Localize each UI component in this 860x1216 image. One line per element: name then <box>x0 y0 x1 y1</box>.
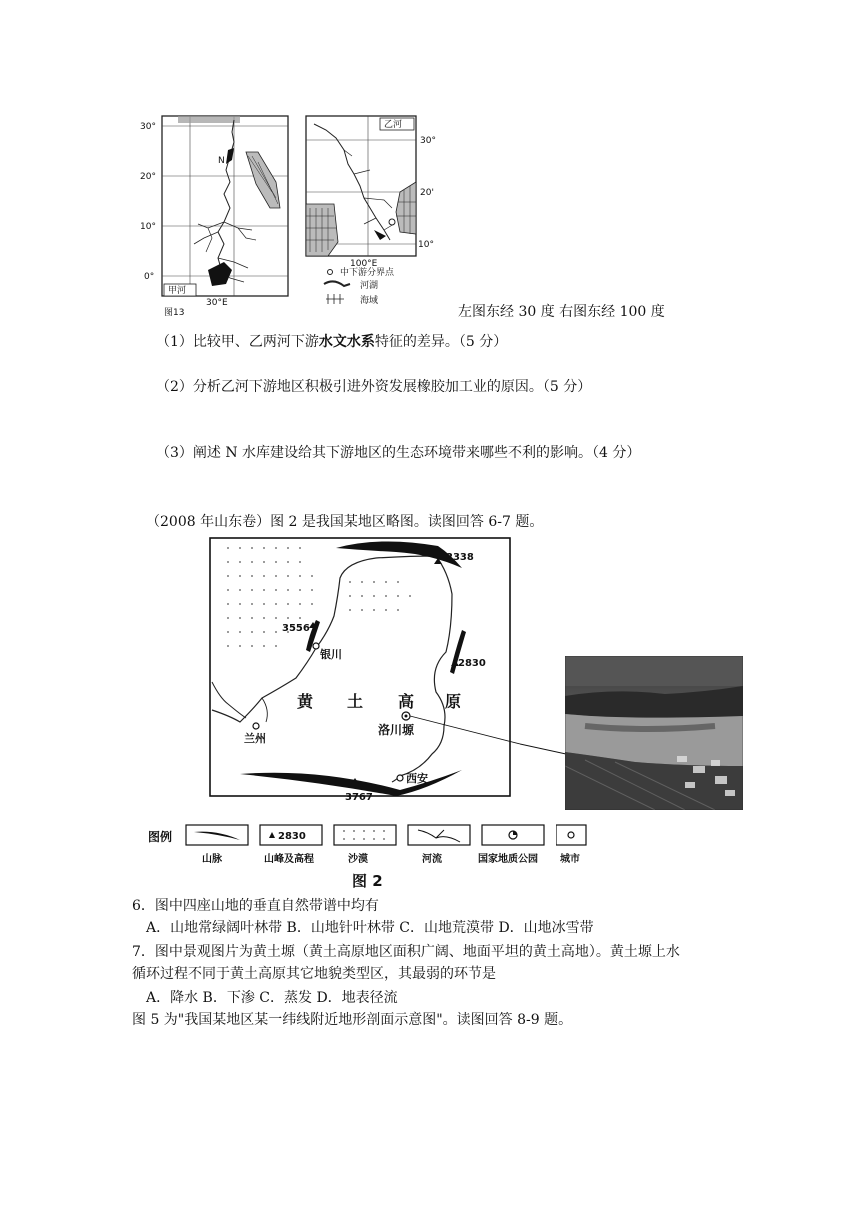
reservoir-label: N <box>218 156 225 166</box>
figure-2-map <box>200 532 520 822</box>
legend-label-river: 河流 <box>422 854 442 865</box>
question-2: （2）分析乙河下游地区积极引进外资发展橡胶加工业的原因。（5 分） <box>156 379 592 395</box>
legend-label-desert: 沙漠 <box>348 854 368 865</box>
sea-area-icon <box>326 294 344 304</box>
figure-13-side-note: 左图东经 30 度 右图东经 100 度 <box>458 304 665 320</box>
legend-boundary-point: 中下游分界点 <box>340 268 395 278</box>
legend-city-symbol <box>556 824 588 848</box>
question-1-suffix: 特征的差异。（5 分） <box>374 334 508 350</box>
legend-label-mountain: 山脉 <box>202 854 222 865</box>
legend-peak-value: 2830 <box>278 831 306 842</box>
geopark-luochuanyuan: 洛川塬 <box>378 723 415 737</box>
lat-label-10-right: 10° <box>418 240 434 250</box>
figure-2-legend <box>148 824 588 866</box>
left-map-jia-river <box>140 116 288 318</box>
question-6-options: A．山地常绿阔叶林带 B．山地针叶林带 C．山地荒漠带 D．山地冰雪带 <box>146 920 594 936</box>
right-map-yi-river <box>306 116 436 269</box>
question-6-stem: 6．图中四座山地的垂直自然带谱中均有 <box>132 898 379 914</box>
river-name-jia: 甲河 <box>168 286 187 296</box>
region-char-3: 高 <box>398 692 415 711</box>
boundary-point-icon <box>328 270 333 275</box>
lat-label-30-right: 30° <box>420 136 436 146</box>
section-2-intro: （2008 年山东卷）图 2 是我国某地区略图。读图回答 6-7 题。 <box>146 514 544 530</box>
peak-2338: 2338 <box>446 552 474 563</box>
photo-pointer-line <box>520 740 566 760</box>
lon-label-left: 30°E <box>206 298 228 308</box>
peak-2830: 2830 <box>458 658 486 669</box>
legend-river-lake: 河湖 <box>360 281 379 291</box>
lat-label-30: 30° <box>140 122 156 132</box>
lat-label-10: 10° <box>140 222 156 232</box>
city-lanzhou: 兰州 <box>244 732 266 745</box>
region-char-4: 原 <box>445 692 462 711</box>
city-legend-icon <box>568 832 574 838</box>
region-char-2: 土 <box>347 692 364 711</box>
legend-sea-area: 海域 <box>360 296 379 306</box>
figure-13 <box>138 112 438 318</box>
question-7-options: A．降水 B．下渗 C．蒸发 D．地表径流 <box>146 990 398 1006</box>
peak-3767: 3767 <box>345 792 373 803</box>
question-7-stem-line-1: 7．图中景观图片为黄土塬（黄土高原地区面积广阔、地面平坦的黄土高地）。黄土塬上水 <box>132 944 680 960</box>
question-1-emphasis: 水文水系 <box>318 334 375 350</box>
landscape-photo <box>565 656 743 810</box>
city-icon <box>397 775 403 781</box>
city-xian: 西安 <box>406 772 428 785</box>
legend-symbols <box>184 824 584 848</box>
legend-title: 图例 <box>148 830 173 844</box>
river-name-yi: 乙河 <box>384 120 403 130</box>
legend-label-peak: 山峰及高程 <box>264 854 314 865</box>
question-1-prefix: （1）比较甲、乙两河下游 <box>156 334 319 350</box>
question-3: （3）阐述 N 水库建设给其下游地区的生态环境带来哪些不利的影响。（4 分） <box>156 445 641 461</box>
city-yinchuan: 银川 <box>320 648 342 661</box>
peak-3556: 3556 <box>282 623 310 634</box>
region-char-1: 黄 <box>297 692 314 711</box>
city-icon <box>313 643 319 649</box>
figure-13-legend <box>324 266 395 306</box>
lat-label-0: 0° <box>144 272 155 282</box>
question-1 <box>156 332 507 352</box>
lat-label-20: 20° <box>140 172 156 182</box>
river-lake-icon <box>324 281 350 286</box>
legend-label-city: 城市 <box>560 854 580 865</box>
figure-2-caption: 图 2 <box>352 872 383 890</box>
city-icon <box>253 723 259 729</box>
lon-label-right: 100°E <box>350 259 378 269</box>
lat-label-20-right: 20' <box>420 188 434 198</box>
legend-label-geopark: 国家地质公园 <box>478 854 538 865</box>
question-7-stem-line-2: 循环过程不同于黄土高原其它地貌类型区，其最弱的环节是 <box>132 966 496 982</box>
section-3-intro: 图 5 为"我国某地区某一纬线附近地形剖面示意图"。读图回答 8-9 题。 <box>132 1012 573 1028</box>
figure-13-caption: 图13 <box>164 308 185 318</box>
